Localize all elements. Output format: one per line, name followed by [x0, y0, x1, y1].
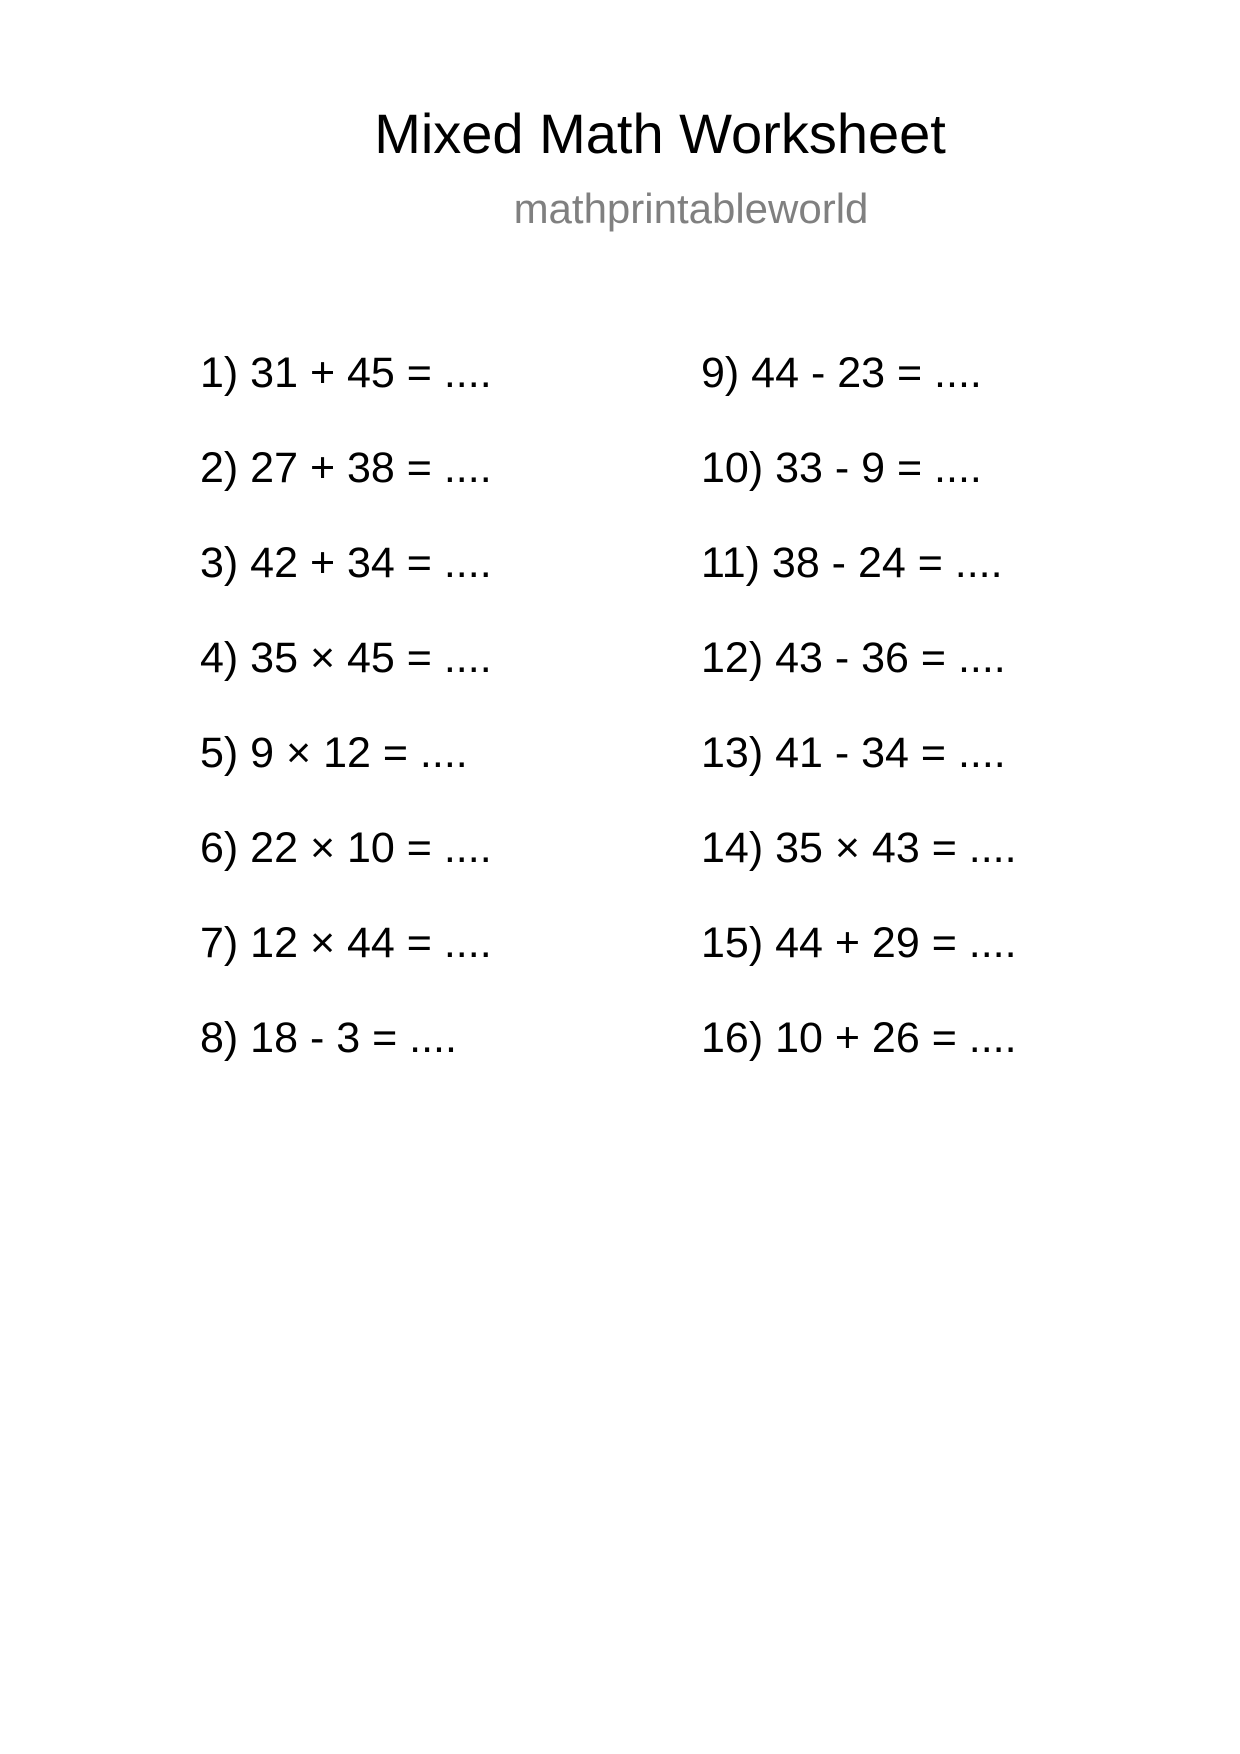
worksheet-subtitle: mathprintableworld	[513, 185, 869, 232]
problem-6: 6) 22 × 10 = ....	[200, 824, 492, 872]
problem-5: 5) 9 × 12 = ....	[200, 729, 468, 777]
problems-left-column	[200, 347, 492, 1107]
problem-4: 4) 35 × 45 = ....	[200, 634, 492, 682]
problem-8: 8) 18 - 3 = ....	[200, 1014, 457, 1062]
worksheet-title: Mixed Math Worksheet	[374, 102, 946, 165]
problem-3: 3) 42 + 34 = ....	[200, 539, 492, 587]
problem-10: 10) 33 - 9 = ....	[701, 444, 982, 492]
problem-11: 11) 38 - 24 = ....	[701, 539, 1003, 587]
problem-13: 13) 41 - 34 = ....	[701, 729, 1006, 777]
problem-7: 7) 12 × 44 = ....	[200, 919, 492, 967]
problem-1: 1) 31 + 45 = ....	[200, 349, 492, 397]
problem-16: 16) 10 + 26 = ....	[701, 1014, 1017, 1062]
problem-14: 14) 35 × 43 = ....	[701, 824, 1017, 872]
problem-15: 15) 44 + 29 = ....	[701, 919, 1017, 967]
problem-12: 12) 43 - 36 = ....	[701, 634, 1006, 682]
problems-right-column	[701, 347, 1017, 1107]
problem-9: 9) 44 - 23 = ....	[701, 349, 982, 397]
problem-2: 2) 27 + 38 = ....	[200, 444, 492, 492]
